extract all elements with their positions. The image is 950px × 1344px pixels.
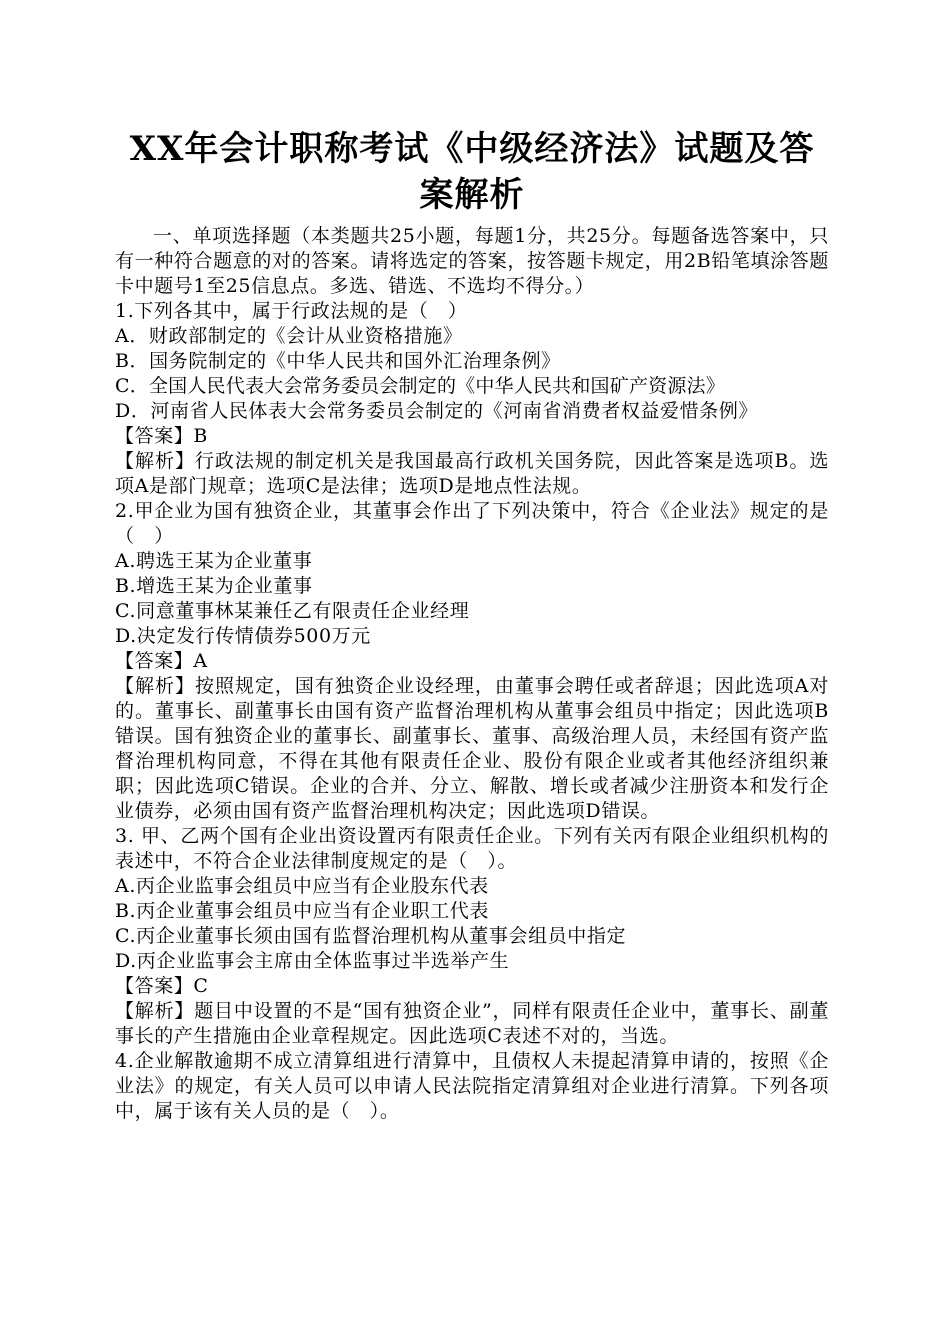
option-d: D.决定发行传情债券500万元 <box>115 625 371 647</box>
title-line-1: XX年会计职称考试《中级经济法》试题及答 <box>129 129 815 169</box>
question-stem: 2.甲企业为国有独资企业，其董事会作出了下列决策中，符合《企业法》规定的是（ ） <box>115 500 829 547</box>
option-a: A.聘选王某为企业董事 <box>115 550 313 572</box>
option-d: D．河南省人民体表大会常务委员会制定的《河南省消费者权益爱惜条例》 <box>115 400 759 422</box>
option-d: D.丙企业监事会主席由全体监事过半选举产生 <box>115 950 510 972</box>
question-stem: 4.企业解散逾期不成立清算组进行清算中，且债权人未提起清算申请的，按照《企业法》的规定，有关人员可以申请人民法院指定清算组对企业进行清算。下列各项中，属于该有关人员的是（ ）。 <box>115 1050 829 1122</box>
answer: 【答案】C <box>115 975 209 997</box>
option-c: C．全国人民代表大会常务委员会制定的《中华人民共和国矿产资源法》 <box>115 375 725 397</box>
document-page <box>115 126 829 1124</box>
answer: 【答案】A <box>115 650 208 672</box>
document-title <box>115 126 829 218</box>
option-b: B.增选王某为企业董事 <box>115 575 313 597</box>
option-b: B．国务院制定的《中华人民共和国外汇治理条例》 <box>115 350 561 372</box>
section-intro: 一、单项选择题（本类题共25小题，每题1分，共25分。每题备选答案中，只有一种符合题意的对的答案。请将选定的答案，按答题卡规定，用2B铅笔填涂答题卡中题号1至25信息点。多选、错选、不选均不得分。） <box>115 225 829 297</box>
question-stem: 3. 甲、乙两个国有企业出资设置丙有限责任企业。下列有关丙有限企业组织机构的表述中，不符合企业法律制度规定的是（ ）。 <box>115 825 829 872</box>
option-b: B.丙企业董事会组员中应当有企业职工代表 <box>115 900 490 922</box>
analysis: 【解析】按照规定，国有独资企业设经理，由董事会聘任或者辞退；因此选项A对的。董事长、副董事长由国有资产监督治理机构从董事会组员中指定；因此选项B错误。国有独资企业的董事长、副董事长、董事、高级治理人员，未经国有资产监督治理机构同意，不得在其他有限责任企业、股份有限企业或者其他经济组织兼职；因此选项C错误。企业的合并、分立、解散、增长或者减少注册资本和发行企业债券，必须由国有资产监督治理机构决定；因此选项D错误。 <box>115 675 829 822</box>
answer: 【答案】B <box>115 425 208 447</box>
analysis: 【解析】题目中设置的不是“国有独资企业”，同样有限责任企业中，董事长、副董事长的产生措施由企业章程规定。因此选项C表述不对的，当选。 <box>115 1000 829 1047</box>
title-line-2: 案解析 <box>419 175 525 215</box>
option-c: C.丙企业董事长须由国有监督治理机构从董事会组员中指定 <box>115 925 627 947</box>
question-stem: 1.下列各其中，属于行政法规的是（ ） <box>115 300 468 322</box>
option-c: C.同意董事林某兼任乙有限责任企业经理 <box>115 600 470 622</box>
option-a: A.丙企业监事会组员中应当有企业股东代表 <box>115 875 489 897</box>
analysis: 【解析】行政法规的制定机关是我国最高行政机关国务院，因此答案是选项B。选项A是部门规章；选项C是法律；选项D是地点性法规。 <box>115 450 829 497</box>
option-a: A．财政部制定的《会计从业资格措施》 <box>115 325 463 347</box>
